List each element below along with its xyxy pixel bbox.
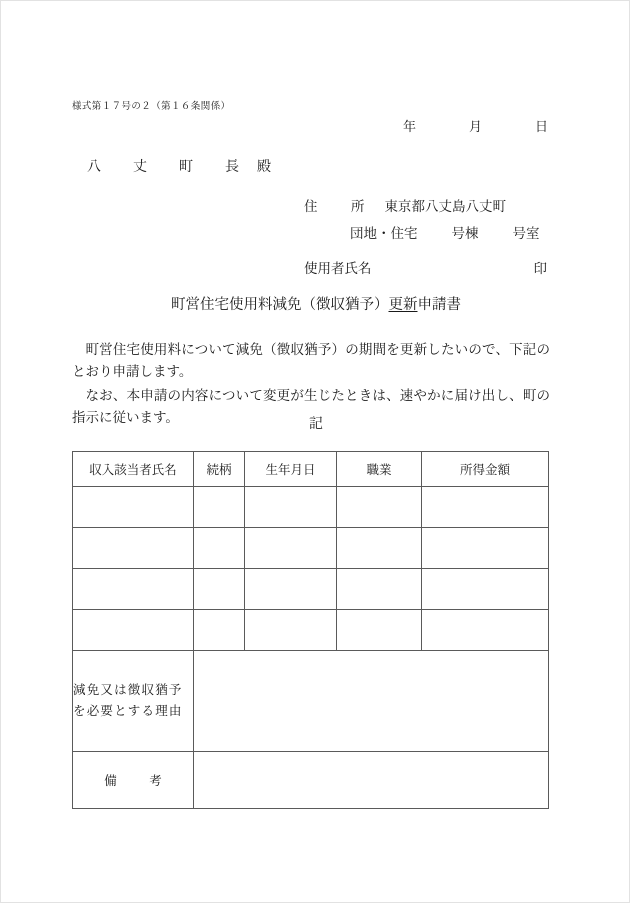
addressee-name: 八 丈 町 長	[87, 160, 248, 175]
remarks-row	[73, 752, 549, 809]
cell-birthdate[interactable]	[245, 528, 337, 569]
remarks-label: 備 考	[73, 752, 194, 809]
cell-relation[interactable]	[194, 487, 245, 528]
title-tail: 申請書	[417, 297, 461, 313]
title-main: 町営住宅使用料減免（徴収猶予）	[171, 297, 389, 313]
table-row	[73, 528, 549, 569]
cell-occupation[interactable]	[337, 610, 422, 651]
cell-income[interactable]	[422, 528, 549, 569]
applicant-block	[304, 193, 540, 247]
table-row	[73, 610, 549, 651]
addressee-honorific: 殿	[257, 160, 271, 175]
address-label: 住 所	[304, 199, 375, 214]
applicant-dwelling-row	[350, 220, 540, 247]
cell-name[interactable]	[73, 528, 194, 569]
date-year-label: 年	[403, 119, 417, 134]
cell-relation[interactable]	[194, 569, 245, 610]
cell-occupation[interactable]	[337, 528, 422, 569]
date-day-label: 日	[535, 119, 549, 134]
address-value: 東京都八丈島八丈町	[384, 199, 506, 214]
reason-row	[73, 651, 549, 752]
cell-birthdate[interactable]	[245, 487, 337, 528]
cell-income[interactable]	[422, 610, 549, 651]
column-header-relation: 続柄	[194, 452, 245, 487]
column-header-name: 収入該当者氏名	[73, 452, 194, 487]
column-header-birthdate: 生年月日	[245, 452, 337, 487]
reason-label: 減免又は徴収猶予を必要とする理由	[73, 651, 194, 752]
cell-name[interactable]	[73, 487, 194, 528]
cell-occupation[interactable]	[337, 487, 422, 528]
title-underlined-word: 更新	[388, 297, 418, 313]
applicant-name-row	[304, 257, 547, 277]
reason-value[interactable]	[194, 651, 549, 752]
cell-birthdate[interactable]	[245, 610, 337, 651]
user-name-label: 使用者氏名	[304, 261, 372, 276]
remarks-value[interactable]	[194, 752, 549, 809]
addressee	[87, 156, 271, 176]
form-number: 様式第１７号の２（第１６条関係）	[72, 102, 231, 112]
dwelling-label: 団地・住宅	[350, 226, 418, 241]
room-unit-label: 号室	[512, 226, 540, 241]
cell-occupation[interactable]	[337, 569, 422, 610]
column-header-income: 所得金額	[422, 452, 549, 487]
cell-name[interactable]	[73, 610, 194, 651]
income-table	[72, 451, 549, 809]
table-row	[73, 569, 549, 610]
body-paragraph-1: 町営住宅使用料について減免（徴収猶予）の期間を更新したいので、下記のとおり申請します。	[72, 342, 550, 379]
cell-birthdate[interactable]	[245, 569, 337, 610]
cell-income[interactable]	[422, 569, 549, 610]
column-header-occupation: 職業	[337, 452, 422, 487]
table-header-row	[73, 452, 549, 487]
cell-relation[interactable]	[194, 610, 245, 651]
table-row	[73, 487, 549, 528]
date-line	[331, 116, 561, 135]
cell-name[interactable]	[73, 569, 194, 610]
body-paragraph-2: なお、本申請の内容について変更が生じたときは、速やかに届け出し、町の指示に従います。	[72, 388, 550, 425]
applicant-address-row	[304, 193, 540, 220]
seal-label: 印	[533, 261, 547, 276]
date-month-label: 月	[469, 119, 483, 134]
page-title	[1, 293, 630, 314]
memo-marker: 記	[309, 417, 323, 432]
cell-income[interactable]	[422, 487, 549, 528]
building-unit-label: 号棟	[451, 226, 479, 241]
cell-relation[interactable]	[194, 528, 245, 569]
